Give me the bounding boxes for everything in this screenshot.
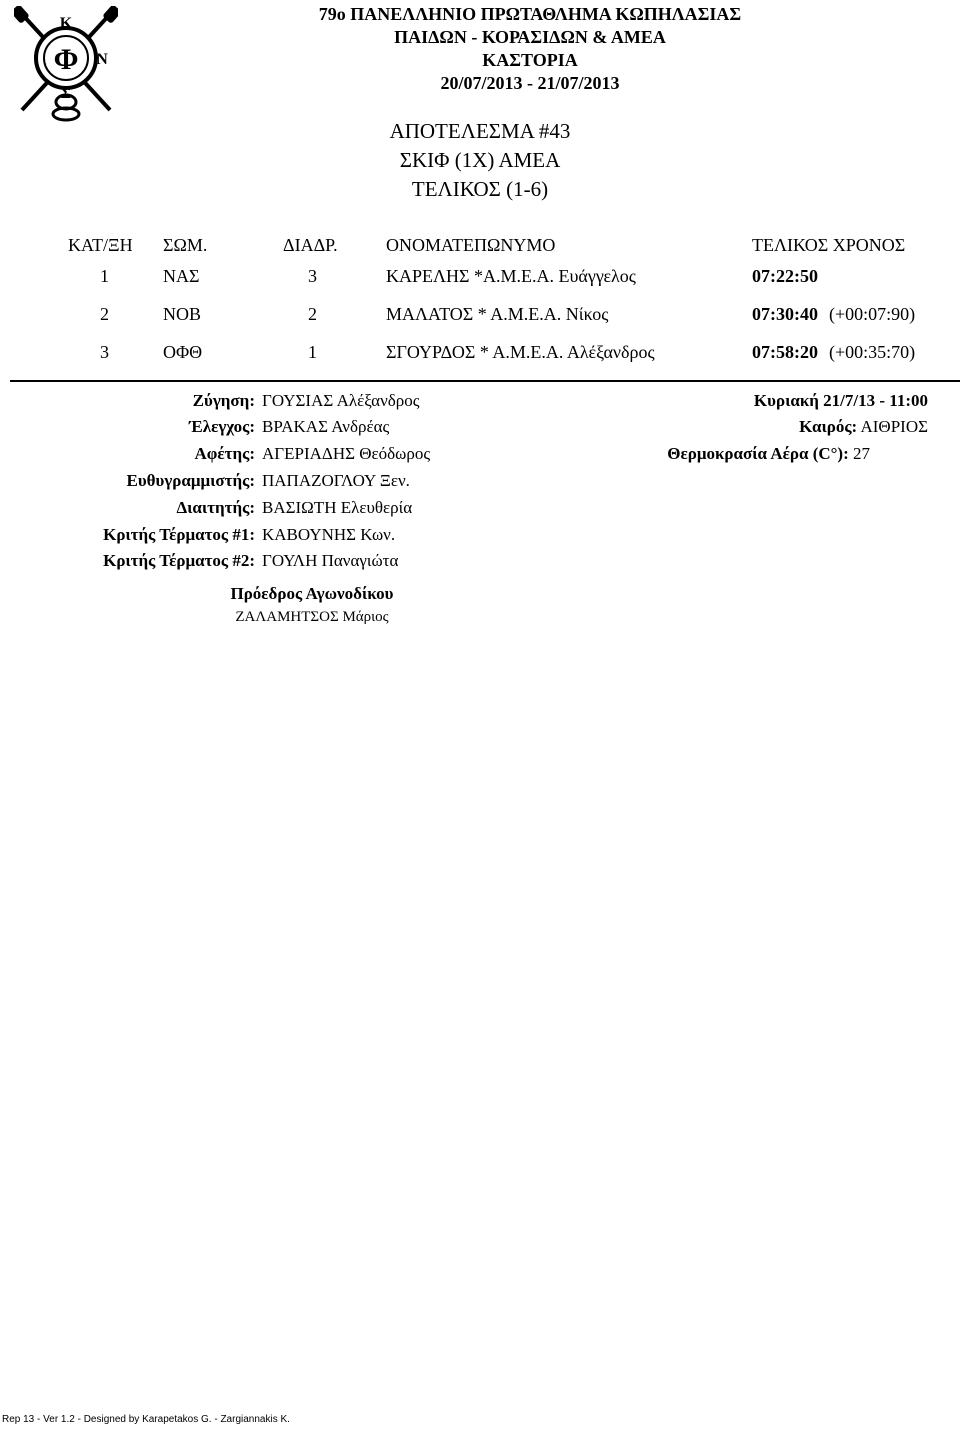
row-lane: 2 — [308, 304, 317, 324]
col-time-header: ΤΕΛΙΚΟΣ ΧΡΟΝΟΣ — [752, 235, 906, 255]
weather-row — [799, 416, 928, 438]
event-dates: 20/07/2013 - 21/07/2013 — [440, 73, 620, 93]
row-rank: 2 — [100, 304, 109, 324]
temperature-row — [667, 443, 870, 465]
result-header — [0, 117, 960, 204]
row-time: 07:58:20 — [752, 342, 818, 362]
official-value: ΓΟΥΣΙΑΣ Αλέξανδρος — [262, 391, 420, 410]
weather-value: ΑΙΘΡΙΟΣ — [860, 417, 928, 436]
weather-label: Καιρός: — [799, 417, 858, 436]
row-rank: 3 — [100, 342, 109, 362]
section-divider — [10, 380, 960, 382]
row-name: ΣΓΟΥΡΔΟΣ * Α.Μ.Ε.Α. Αλέξανδρος — [386, 342, 655, 362]
result-number: ΑΠΟΤΕΛΕΣΜΑ #43 — [389, 119, 571, 143]
race-datetime: Κυριακή 21/7/13 - 11:00 — [753, 391, 928, 410]
federation-logo — [14, 6, 118, 126]
row-lane: 3 — [308, 266, 317, 286]
president-label: Πρόεδρος Αγωνοδίκου — [230, 584, 394, 603]
row-name: ΚΑΡΕΛΗΣ *Α.Μ.Ε.Α. Ευάγγελος — [386, 266, 636, 286]
col-rank-header: ΚΑΤ/ΞΗ — [68, 235, 133, 255]
row-name: ΜΑΛΑΤΟΣ * Α.Μ.Ε.Α. Νίκος — [386, 304, 609, 324]
official-value: ΑΓΕΡΙΑΔΗΣ Θεόδωρος — [262, 444, 431, 463]
row-club: ΝΟΒ — [163, 304, 202, 324]
logo-letter-k: Κ — [59, 15, 73, 32]
official-label: Κριτής Τέρματος #1: — [103, 525, 255, 544]
official-label: Ζύγηση: — [192, 391, 255, 410]
col-name-header: ΟΝΟΜΑΤΕΠΩΝΥΜΟ — [386, 235, 556, 255]
logo-letter-phi: Φ — [53, 43, 79, 76]
col-lane-header: ΔΙΑΔΡ. — [283, 235, 338, 255]
official-label: Διαιτητής: — [176, 498, 255, 517]
row-lane: 1 — [308, 342, 317, 362]
row-time: 07:22:50 — [752, 266, 818, 286]
official-value: ΠΑΠΑΖΟΓΛΟΥ Ξεν. — [262, 471, 410, 490]
official-value: ΒΡΑΚΑΣ Ανδρέας — [262, 417, 390, 436]
official-label: Κριτής Τέρματος #2: — [103, 551, 255, 570]
official-label: Αφέτης: — [194, 444, 255, 463]
official-label: Έλεγχος: — [189, 417, 255, 436]
official-value: ΚΑΒΟΥΝΗΣ Κων. — [262, 525, 396, 544]
race-stage: ΤΕΛΙΚΟΣ (1-6) — [411, 177, 549, 201]
row-diff: (+00:07:90) — [829, 304, 916, 324]
event-venue: ΚΑΣΤΟΡΙΑ — [482, 50, 578, 70]
official-value: ΓΟΥΛΗ Παναγιώτα — [262, 551, 399, 570]
row-rank: 1 — [100, 266, 109, 286]
report-footer: Rep 13 - Ver 1.2 - Designed by Karapetakos G. - Zargiannakis K. — [2, 1414, 290, 1425]
row-club: ΝΑΣ — [163, 266, 200, 286]
official-label: Ευθυγραμμιστής: — [126, 471, 255, 490]
event-title-line2: ΠΑΙΔΩΝ - ΚΟΡΑΣΙΔΩΝ & ΑΜΕΑ — [394, 27, 666, 47]
event-title-line1: 79ο ΠΑΝΕΛΛΗΝΙΟ ΠΡΩΤΑΘΛΗΜΑ ΚΩΠΗΛΑΣΙΑΣ — [318, 4, 742, 24]
official-value: ΒΑΣΙΩΤΗ Ελευθερία — [262, 498, 413, 517]
boat-class: ΣΚΙΦ (1Χ) ΑΜΕΑ — [399, 148, 561, 172]
col-club-header: ΣΩΜ. — [163, 235, 208, 255]
row-time: 07:30:40 — [752, 304, 818, 324]
row-club: ΟΦΘ — [163, 342, 203, 362]
temperature-value: 27 — [853, 444, 870, 463]
logo-letter-s: Σ — [60, 85, 72, 102]
row-diff: (+00:35:70) — [829, 342, 916, 362]
logo-letter-n: Ν — [96, 51, 108, 68]
president-name: ΖΑΛΑΜΗΤΣΟΣ Μάριος — [235, 609, 389, 625]
temperature-label: Θερμοκρασία Αέρα (C°): — [667, 444, 849, 463]
